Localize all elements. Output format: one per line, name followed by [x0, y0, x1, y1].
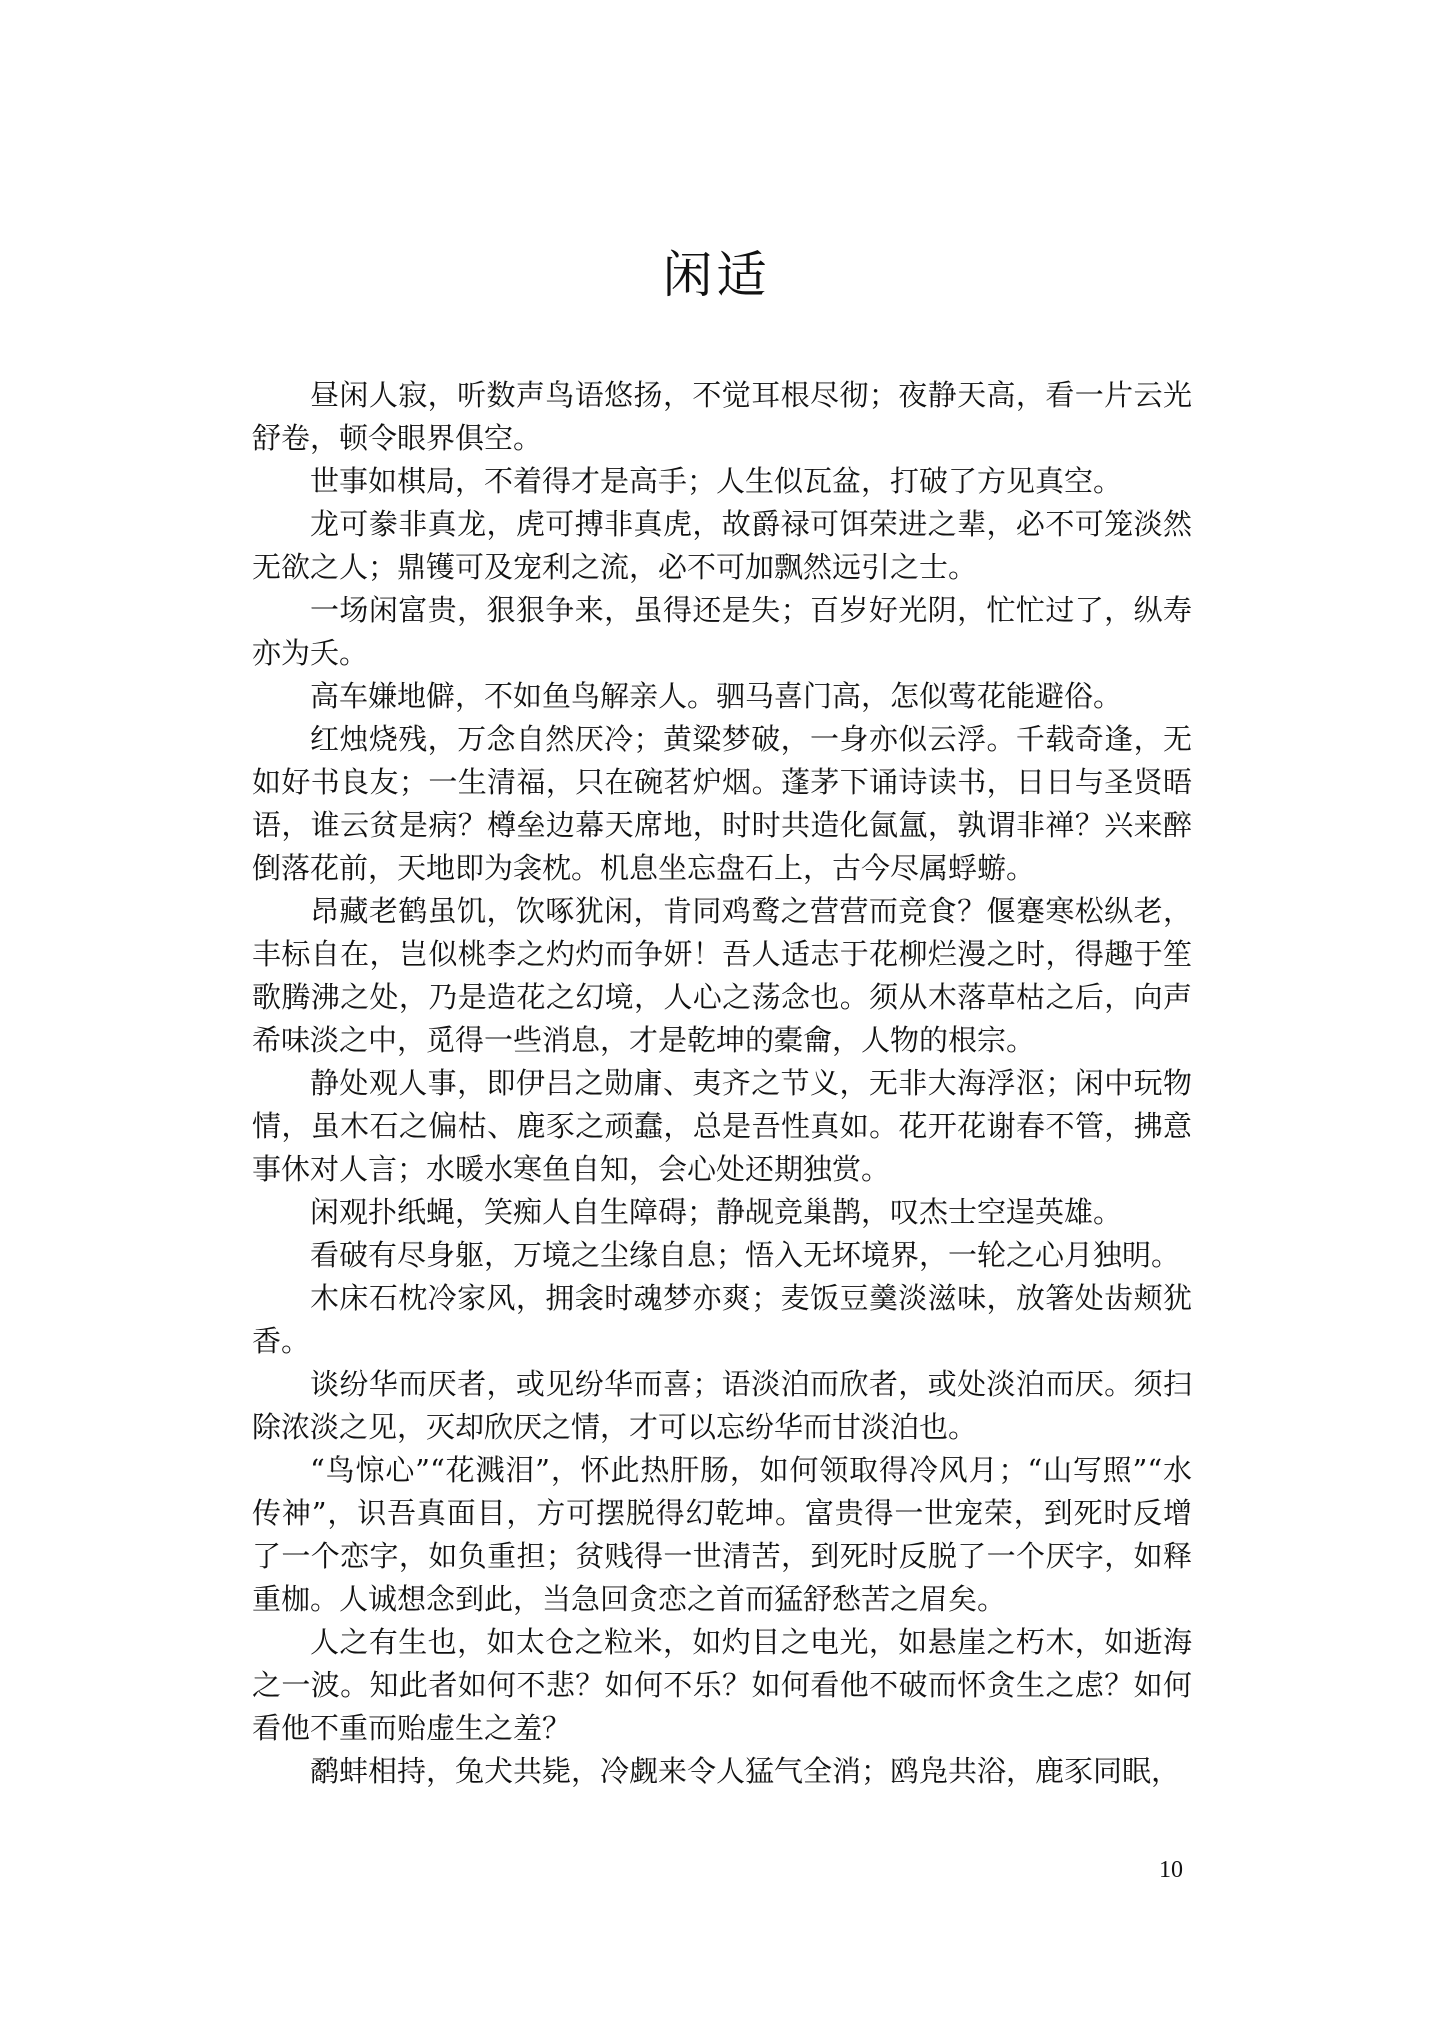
paragraph: “鸟惊心”“花溅泪”，怀此热肝肠，如何领取得冷风月；“山写照”“水传神”，识吾真面目，方可摆脱得幻乾坤。富贵得一世宠荣，到死时反增了一个恋字，如负重担；贫贱得一世清苦，到死时反脱了一个厌字，如释重枷。人诚想念到此，当急回贪恋之首而猛舒愁苦之眉矣。: [252, 1453, 1192, 1616]
paragraph: 龙可豢非真龙，虎可搏非真虎，故爵禄可饵荣进之辈，必不可笼淡然无欲之人；鼎镬可及宠利之流，必不可加飘然远引之士。: [252, 507, 1192, 584]
page-number: 10: [1159, 1857, 1183, 1883]
paragraph: 谈纷华而厌者，或见纷华而喜；语淡泊而欣者，或处淡泊而厌。须扫除浓淡之见，灭却欣厌之情，才可以忘纷华而甘淡泊也。: [252, 1367, 1192, 1444]
paragraph: 昂藏老鹤虽饥，饮啄犹闲，肯同鸡鹜之营营而竞食？偃蹇寒松纵老，丰标自在，岂似桃李之灼灼而争妍！吾人适志于花柳烂漫之时，得趣于笙歌腾沸之处，乃是造花之幻境，人心之荡念也。须从木落草枯之后，向声希味淡之中，觅得一些消息，才是乾坤的橐龠，人物的根宗。: [252, 894, 1192, 1057]
paragraph: 木床石枕冷家风，拥衾时魂梦亦爽；麦饭豆羹淡滋味，放箸处齿颊犹香。: [252, 1281, 1192, 1358]
body-text: [252, 374, 1192, 1793]
paragraph: 鹬蚌相持，兔犬共毙，冷觑来令人猛气全消；鸥凫共浴，鹿豕同眠，: [310, 1754, 1181, 1788]
paragraph: 闲观扑纸蝇，笑痴人自生障碍；静觇竞巢鹊，叹杰士空逞英雄。: [310, 1195, 1123, 1229]
paragraph: 高车嫌地僻，不如鱼鸟解亲人。驷马喜门高，怎似莺花能避俗。: [310, 679, 1123, 713]
paragraph: 一场闲富贵，狠狠争来，虽得还是失；百岁好光阴，忙忙过了，纵寿亦为夭。: [252, 593, 1192, 670]
page-title: 闲适: [662, 246, 771, 304]
paragraph: 世事如棋局，不着得才是高手；人生似瓦盆，打破了方见真空。: [310, 464, 1123, 498]
paragraph: 静处观人事，即伊吕之勋庸、夷齐之节义，无非大海浮沤；闲中玩物情，虽木石之偏枯、鹿豕之顽蠢，总是吾性真如。花开花谢春不管，拂意事休对人言；水暖水寒鱼自知，会心处还期独赏。: [252, 1066, 1192, 1186]
paragraph: 人之有生也，如太仓之粒米，如灼目之电光，如悬崖之朽木，如逝海之一波。知此者如何不悲？如何不乐？如何看他不破而怀贪生之虑？如何看他不重而贻虚生之羞？: [252, 1625, 1192, 1745]
paragraph: 红烛烧残，万念自然厌冷；黄粱梦破，一身亦似云浮。千载奇逢，无如好书良友；一生清福，只在碗茗炉烟。蓬茅下诵诗读书，日日与圣贤晤语，谁云贫是病？樽垒边幕天席地，时时共造化氤氲，孰谓非禅？兴来醉倒落花前，天地即为衾枕。机息坐忘盘石上，古今尽属蜉蝣。: [252, 722, 1192, 885]
paragraph: 看破有尽身躯，万境之尘缘自息；悟入无坏境界，一轮之心月独明。: [310, 1238, 1181, 1272]
paragraph: 昼闲人寂，听数声鸟语悠扬，不觉耳根尽彻；夜静天高，看一片云光舒卷，顿令眼界俱空。: [252, 378, 1192, 455]
